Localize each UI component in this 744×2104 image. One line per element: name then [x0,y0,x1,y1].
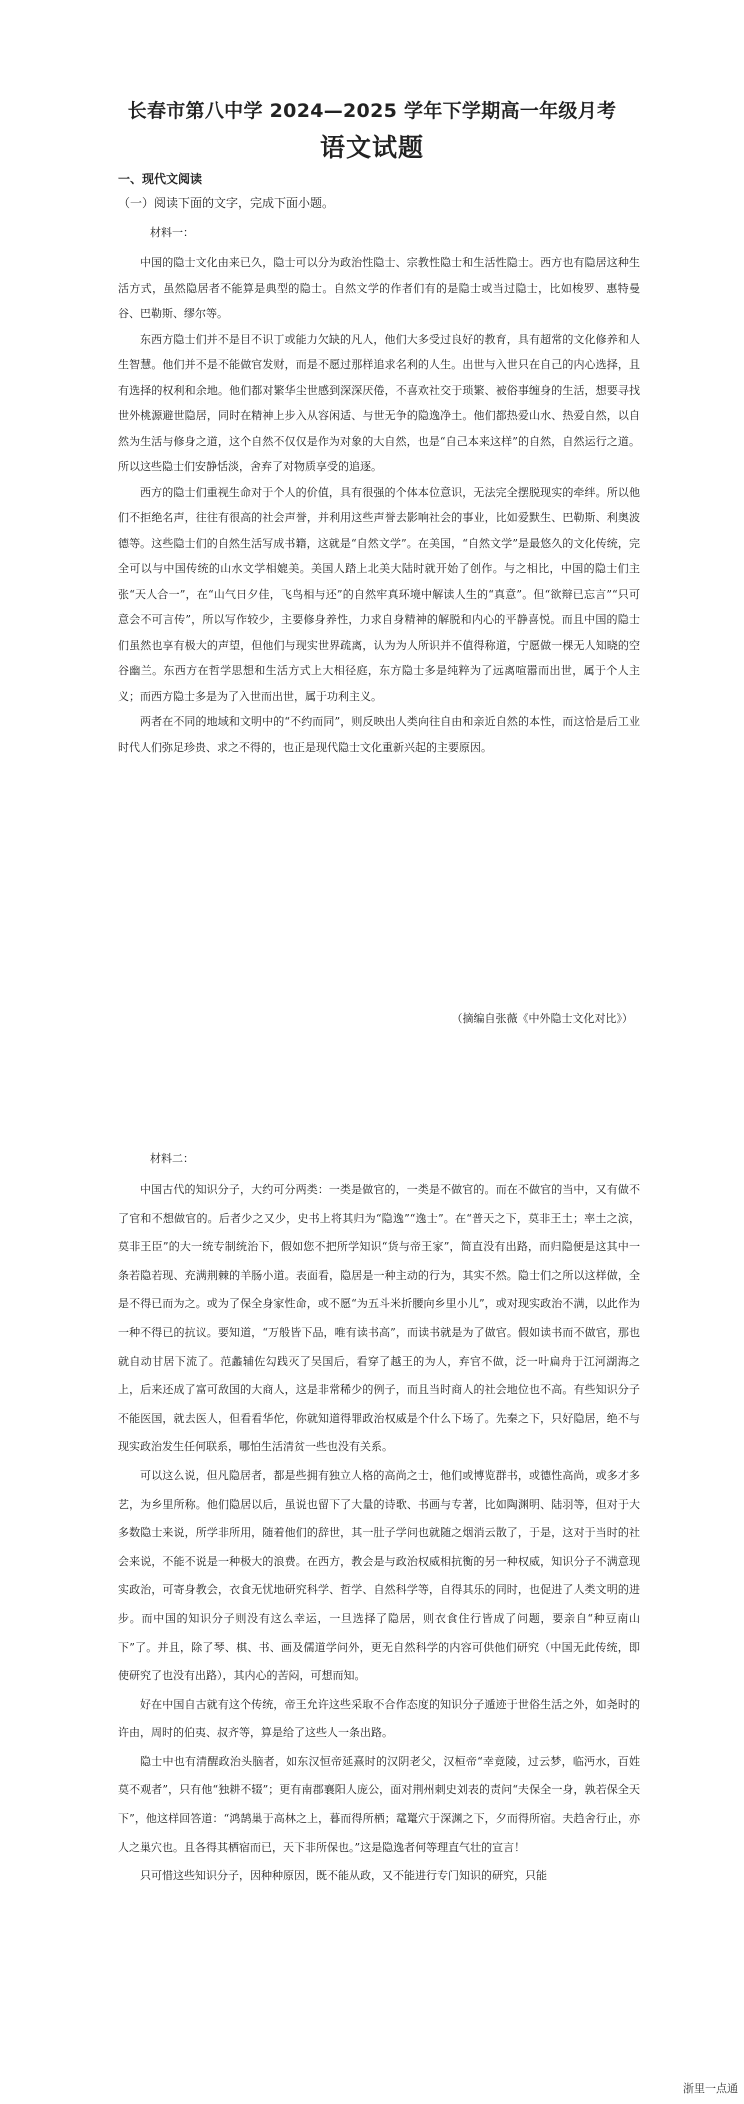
material2-paragraph: 只可惜这些知识分子，因种种原因，既不能从政，又不能进行专门知识的研究，只能 [140,1869,547,1883]
material1-source: （摘编自张薇《中外隐士文化对比》） [451,1012,633,1025]
material2-paragraph: 好在中国自古就有这个传统，帝王允许这些采取不合作态度的知识分子遁迹于世俗生活之外，如尧时的许由，周时的伯夷、叔齐等，算是给了这些人一条出路。 [118,1697,640,1740]
material1-paragraph: 东西方隐士们并不是目不识丁或能力欠缺的凡人，他们大多受过良好的教育，具有超常的文化修养和人生智慧。他们并不是不能做官发财，而是不愿过那样追求名利的人生。出世与入世只在自己的内心选择，且有选择的权利和余地。他们都对繁华尘世感到深深厌倦，不喜欢社交于琐繁、被俗事缠身的生活，想要寻找世外桃源避世隐居，同时在精神上步入从容闲适、与世无争的隐逸净土。他们都热爱山水、热爱自然，以自然为生活与修身之道，这个自然不仅仅是作为对象的大自然，也是“自己本来这样”的自然，自然运行之道。所以这些隐士们安静恬淡，舍弃了对物质享受的追逐。 [118,332,640,473]
reading-instruction: （一）阅读下面的文字，完成下面小题。 [118,196,335,210]
material1-body [118,250,640,760]
material2-paragraph: 可以这么说，但凡隐居者，都是些拥有独立人格的高尚之士，他们或博览群书，或德性高尚，或多才多艺，为乡里所称。他们隐居以后，虽说也留下了大量的诗歌、书画与专著，比如陶渊明、陆羽等，但对于大多数隐士来说，所学非所用，随着他们的辞世，其一肚子学问也就随之烟消云散了，于是，这对于当时的社会来说，不能不说是一种极大的浪费。在西方，教会是与政治权威相抗衡的另一种权威，知识分子不满意现实政治，可寄身教会，衣食无忧地研究科学、哲学、自然科学等，自得其乐的同时，也促进了人类文明的进步。而中国的知识分子则没有这么幸运，一旦选择了隐居，则衣食住行皆成了问题，要亲自“种豆南山下”了。并且，除了琴、棋、书、画及儒道学问外，更无自然科学的内容可供他们研究（中国无此传统，即使研究了也没有出路），其内心的苦闷，可想而知。 [118,1468,640,1683]
material2-paragraph: 隐士中也有清醒政治头脑者，如东汉恒帝延熹时的汉阴老父，汉桓帝“幸竟陵，过云梦，临沔水，百姓莫不观者”，只有他“独耕不辍”；更有南郡襄阳人庞公，面对荆州刺史刘表的责问“夫保全一身，孰若保全天下”，他这样回答道：“鸿鹄巢于高林之上，暮而得所栖；鼋鼍穴于深渊之下，夕而得所宿。夫趋舍行止，亦人之巢穴也。且各得其栖宿而已，天下非所保也。”这是隐逸者何等理直气壮的宣言！ [118,1754,640,1854]
section-heading: 一、现代文阅读 [118,172,203,186]
material1-paragraph: 两者在不同的地域和文明中的“不约而同”，则反映出人类向往自由和亲近自然的本性，而这恰是后工业时代人们弥足珍贵、求之不得的，也正是现代隐士文化重新兴起的主要原因。 [118,715,640,754]
watermark: 浙里一点通 [683,2082,738,2095]
material1-label: 材料一： [150,226,194,239]
subject-title: 语文试题 [319,133,424,162]
material2-paragraph: 中国古代的知识分子，大约可分两类：一类是做官的，一类是不做官的。而在不做官的当中，又有做不了官和不想做官的。后者少之又少，史书上将其归为“隐逸”“逸士”。在“普天之下，莫非王土；率土之滨，莫非王臣”的大一统专制统治下，假如您不把所学知识“货与帝王家”，简直没有出路，而归隐便是这其中一条若隐若现、充满荆棘的羊肠小道。表面看，隐居是一种主动的行为，其实不然。隐士们之所以这样做，全是不得已而为之。或为了保全身家性命，或不愿“为五斗米折腰向乡里小儿”，或对现实政治不满，以此作为一种不得已的抗议。要知道，“万般皆下品，唯有读书高”，而读书就是为了做官。假如读书而不做官，那也就自动甘居下流了。范蠡辅佐勾践灭了吴国后，看穿了越王的为人，弃官不做，泛一叶扁舟于江河湖海之上，后来还成了富可敌国的大商人，这是非常稀少的例子，而且当时商人的社会地位也不高。有些知识分子不能医国，就去医人，但看看华佗，你就知道得罪政治权威是个什么下场了。先秦之下，只好隐居，绝不与现实政治发生任何联系，哪怕生活清贫一些也没有关系。 [118,1183,640,1454]
exam-title: 长春市第八中学 2024—2025 学年下学期高一年级月考 [127,100,617,122]
material2-body [118,1176,640,1891]
material1-paragraph: 西方的隐士们重视生命对于个人的价值，具有很强的个体本位意识，无法完全摆脱现实的牵绊。所以他们不拒绝名声，往往有很高的社会声誉，并利用这些声誉去影响社会的事业，比如爱默生、巴勒斯、利奥波德等。这些隐士们的自然生活写成书籍，这就是“自然文学”。在美国，“自然文学”是最悠久的文化传统，完全可以与中国传统的山水文学相媲美。美国人踏上北美大陆时就开始了创作。与之相比，中国的隐士们主张“天人合一”，在“山气日夕佳，飞鸟相与还”的自然牢真环境中解读人生的“真意”。但“欲辩已忘言”“只可意会不可言传”，所以写作较少，主要修身养性，力求自身精神的解脱和内心的平静喜悦。而且中国的隐士们虽然也享有极大的声望，但他们与现实世界疏离，认为为人所识并不值得称道，宁愿做一棵无人知晓的空谷幽兰。东西方在哲学思想和生活方式上大相径庭，东方隐士多是纯粹为了远离喧嚣而出世，属于个人主义；而西方隐士多是为了入世而出世，属于功利主义。 [118,485,640,703]
material1-paragraph: 中国的隐士文化由来已久，隐士可以分为政治性隐士、宗教性隐士和生活性隐士。西方也有隐居这种生活方式，虽然隐居者不能算是典型的隐士。自然文学的作者们有的是隐士或当过隐士，比如梭罗、惠特曼谷、巴勒斯、缪尔等。 [118,256,640,320]
material2-label: 材料二： [150,1152,194,1165]
